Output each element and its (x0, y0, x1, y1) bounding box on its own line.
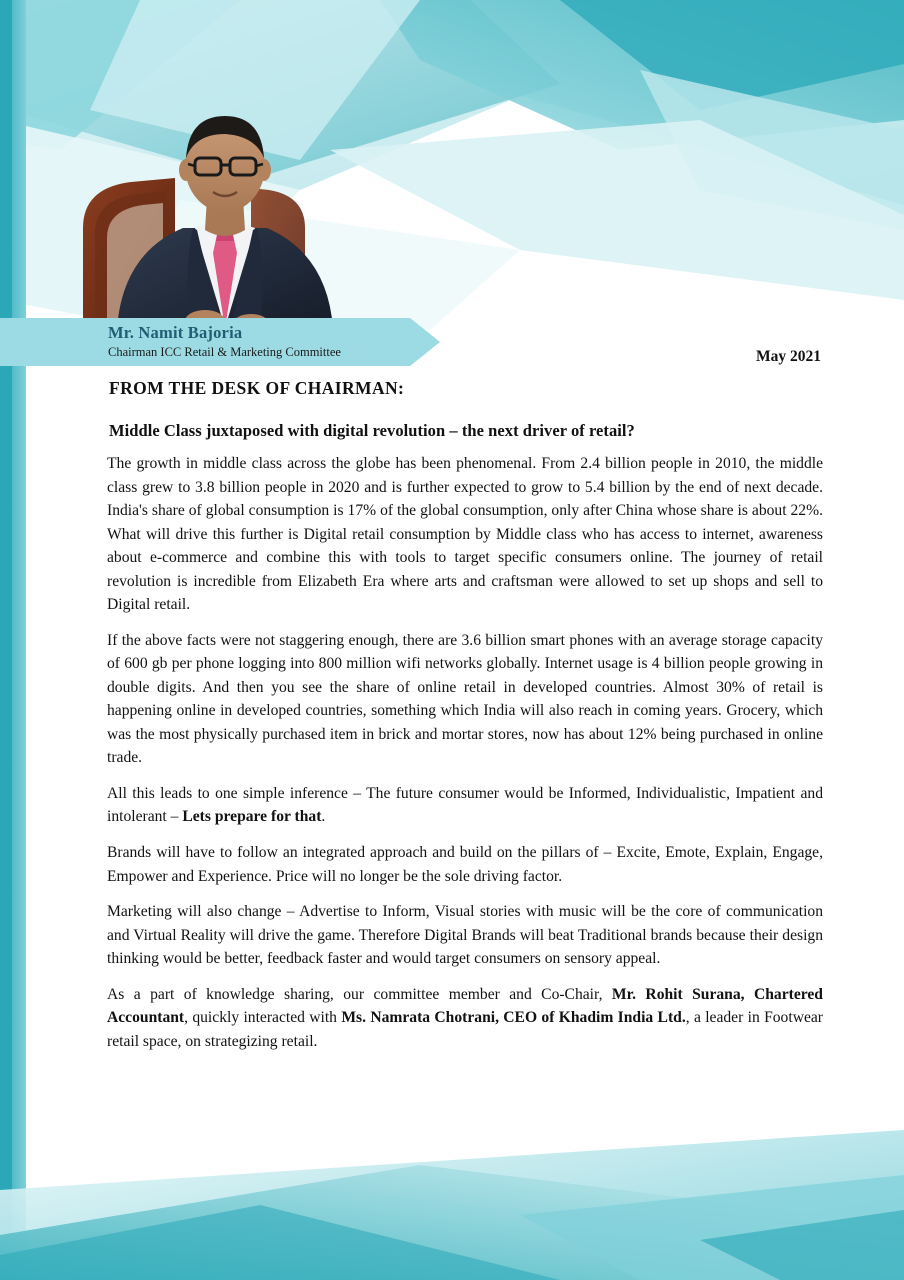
closing-mid: , quickly interacted with (184, 1009, 342, 1027)
inference-lead: All this leads to one simple inference – The future consumer would be Informed, Individualistic, Impatient and intolerant – (107, 784, 823, 826)
chairman-role: Chairman ICC Retail & Marketing Committee (108, 344, 341, 359)
chairman-nameplate (0, 318, 440, 366)
inference-tail: . (321, 808, 326, 826)
closing-lead: As a part of knowledge sharing, our committee member and Co-Chair, (107, 985, 612, 1003)
paragraph-inference (107, 782, 823, 829)
letter-body (107, 378, 823, 1065)
chairman-name: Mr. Namit Bajoria (108, 323, 243, 342)
article-subheading: Middle Class juxtaposed with digital revolution – the next driver of retail? (109, 421, 635, 440)
paragraph-closing (107, 983, 823, 1054)
paragraph-3: Brands will have to follow an integrated approach and build on the pillars of – Excite, Emote, Explain, Engage, Empower and Experience. Price will no longer be the sole driving factor. (107, 843, 823, 885)
page-title: FROM THE DESK OF CHAIRMAN: (109, 378, 405, 398)
closing-bold-1: Mr. Rohit Surana, Chartered Accountant (107, 985, 823, 1027)
chairman-photo (55, 78, 395, 328)
paragraph-1: The growth in middle class across the globe has been phenomenal. From 2.4 billion people in 2010, the middle class grew to 3.8 billion people in 2020 and is further expected to grow to 5.4 billion by the end of next decade. India's share of global consumption is 17% of the global consumption, only after China whose share is about 22%. What will drive this further is Digital retail consumption by Middle class who has access to internet, awareness about e-commerce and combine this with tools to target specific consumers online. The journey of retail revolution is incredible from Elizabeth Era where arts and craftsman were allowed to set up shops and sell to Digital retail. (107, 455, 823, 614)
inference-bold: Lets prepare for that (182, 808, 322, 826)
paragraph-2: If the above facts were not staggering enough, there are 3.6 billion smart phones with an average storage capacity of 600 gb per phone logging into 800 million wifi networks globally. Internet usage is 4 billion people growing in double digits. And then you see the share of online retail in developed countries. Almost 30% of retail is happening online in developed countries, something which India will also reach in coming years. Grocery, which was the most physically purchased item in brick and mortar stores, now has about 12% being purchased in online trade. (107, 631, 823, 767)
closing-tail: , a leader in Footwear retail space, on strategizing retail. (107, 1009, 823, 1050)
paragraph-4: Marketing will also change – Advertise to Inform, Visual stories with music will be the core of communication and Virtual Reality will drive the game. Therefore Digital Brands will beat Traditional brands because their design thinking would be better, feedback faster and would target consumers on sensory appeal. (107, 903, 823, 968)
closing-bold-2: Ms. Namrata Chotrani, CEO of Khadim India Ltd. (341, 1009, 686, 1027)
document-date: May 2021 (755, 348, 821, 365)
